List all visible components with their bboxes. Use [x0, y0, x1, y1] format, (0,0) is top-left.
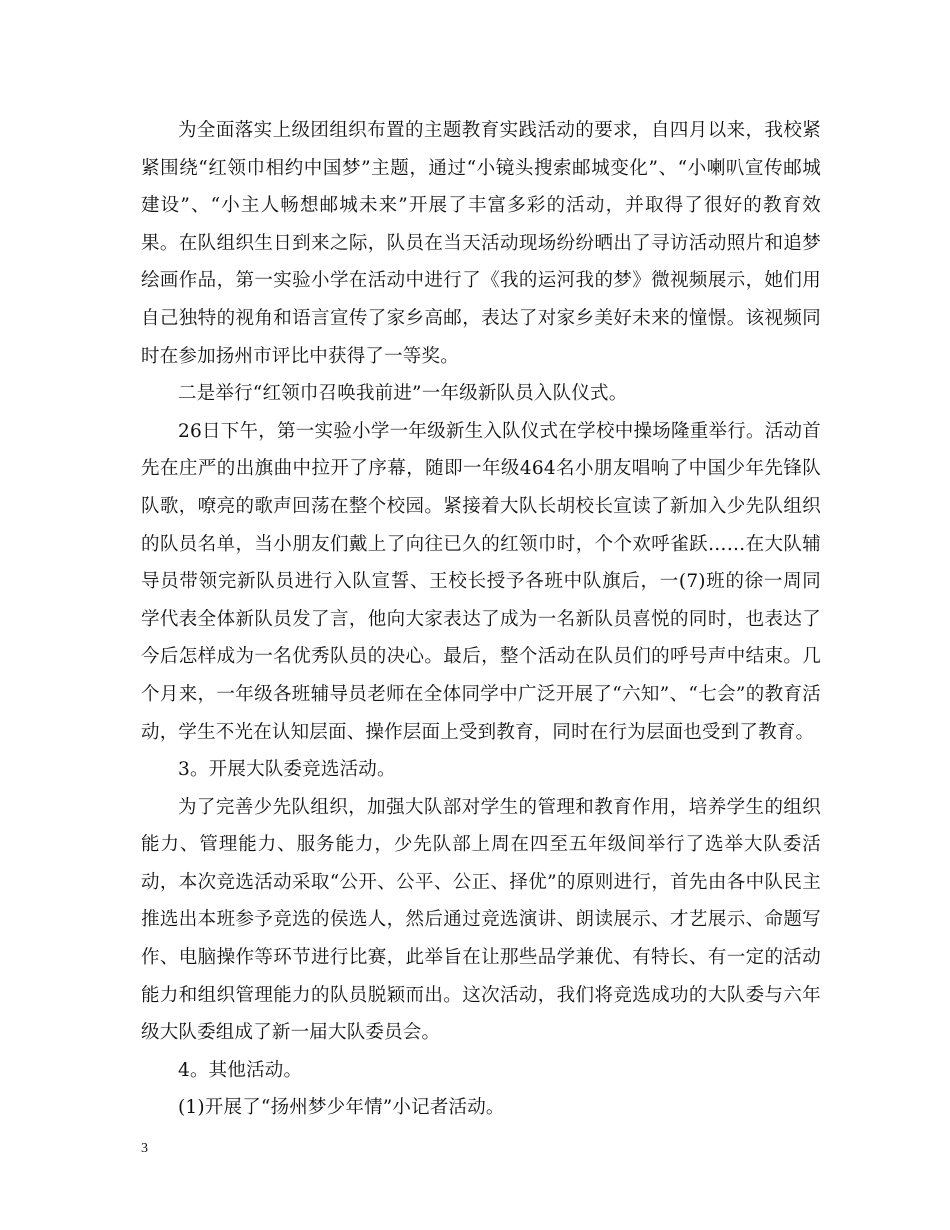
document-body	[141, 112, 821, 1127]
paragraph-reporter-activity: (1)开展了“扬州梦少年情”小记者活动。	[178, 1097, 505, 1119]
paragraph-heading-induction: 二是举行“红领巾召唤我前进”一年级新队员入队仪式。	[178, 383, 628, 405]
page-number: 3	[141, 1141, 148, 1156]
paragraph-induction-ceremony: 26日下午，第一实验小学一年级新生入队仪式在学校中操场隆重举行。活动首先在庄严的出旗曲中拉开了序幕，随即一年级464名小朋友唱响了中国少年先锋队队歌，嘹亮的歌声回荡在整个校园。紧接着大队长胡校长宣读了新加入少先队组织的队员名单，当小朋友们戴上了向往已久的红领巾时，个个欢呼雀跃……在大队辅导员带领完新队员进行入队宣誓、王校长授予各班中队旗后，一(7)班的徐一周同学代表全体新队员发了言，他向大家表达了成为一名新队员喜悦的同时，也表达了今后怎样成为一名优秀队员的决心。最后，整个活动在队员们的呼号声中结束。几个月来，一年级各班辅导员老师在全体同学中广泛开展了“六知”、“七会”的教育活动，学生不光在认知层面、操作层面上受到教育，同时在行为层面也受到了教育。	[141, 420, 821, 743]
paragraph-heading-election: 3。开展大队委竞选活动。	[178, 759, 396, 781]
paragraph-heading-other: 4。其他活动。	[178, 1059, 303, 1081]
paragraph-theme-activities: 为全面落实上级团组织布置的主题教育实践活动的要求，自四月以来，我校紧紧围绕“红领巾相约中国梦”主题，通过“小镜头搜索邮城变化”、“小喇叭宣传邮城建设”、“小主人畅想邮城未来”开展了丰富多彩的活动，并取得了很好的教育效果。在队组织生日到来之际，队员在当天活动现场纷纷晒出了寻访活动照片和追梦绘画作品，第一实验小学在活动中进行了《我的运河我的梦》微视频展示，她们用自己独特的视角和语言宣传了家乡高邮，表达了对家乡美好未来的憧憬。该视频同时在参加扬州市评比中获得了一等奖。	[141, 120, 821, 367]
paragraph-election-details: 为了完善少先队组织，加强大队部对学生的管理和教育作用，培养学生的组织能力、管理能力、服务能力，少先队部上周在四至五年级间举行了选举大队委活动，本次竞选活动采取“公开、公平、公正、择优”的原则进行，首先由各中队民主推选出本班参予竞选的侯选人，然后通过竞选演讲、朗读展示、才艺展示、命题写作、电脑操作等环节进行比赛，此举旨在让那些品学兼优、有特长、有一定的活动能力和组织管理能力的队员脱颖而出。这次活动，我们将竞选成功的大队委与六年级大队委组成了新一届大队委员会。	[141, 796, 821, 1044]
